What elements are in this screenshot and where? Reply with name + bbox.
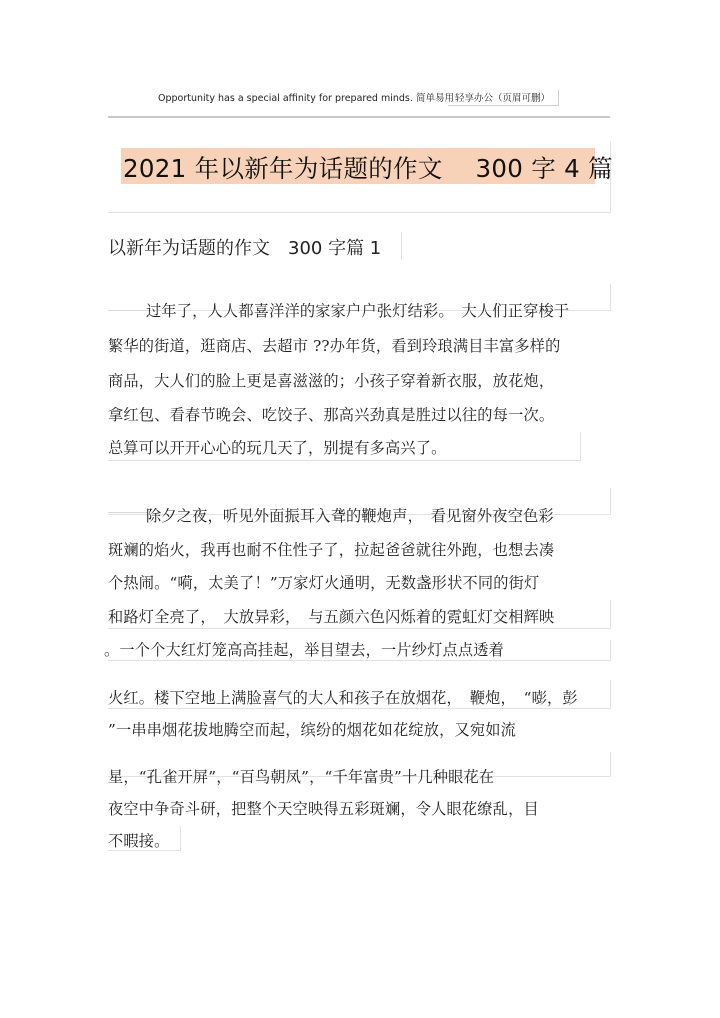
text-line: 星，“孔雀开屏”，“百鸟朝凤”，“千年富贵”十几种眼花在 (108, 768, 495, 786)
page-header (0, 90, 720, 108)
indent-rule (108, 512, 148, 513)
text-line: 。一个个大红灯笼高高挂起，举目望去，一片纱灯点点透着 (104, 641, 505, 659)
header-note: 轻享办公（页眉可删） (455, 93, 551, 104)
indent-rule (108, 310, 148, 311)
header-box (448, 90, 559, 106)
text-line: 和路灯全亮了， 大放异彩， 与五颜六色闪烁着的霓虹灯交相辉映 (108, 608, 555, 626)
text-line: 个热闹。“嗬，太美了！”万家灯火通明，无数盏形状不同的街灯 (108, 574, 540, 592)
header-motto: Opportunity has a special affinity for prepared minds. 简单易用 (158, 93, 454, 104)
text-line: 拿红包、看春节晚会、吃饺子、那高兴劲真是胜过以往的每一次。 (108, 406, 555, 424)
text-line: 不暇接。 (108, 832, 170, 850)
page-title: 2021 年以新年为话题的作文 300 字 4 篇 (123, 154, 613, 183)
text-line: 商品，大人们的脸上更是喜滋滋的；小孩子穿着新衣服，放花炮， (108, 372, 555, 390)
text-line: 繁华的街道，逛商店、去超市 ??办年货，看到玲琅满目丰富多样的 (108, 337, 561, 355)
text-line: 夜空中争奇斗研，把整个天空映得五彩斑斓，令人眼花缭乱，目 (108, 800, 539, 818)
section-title: 以新年为话题的作文 300 字篇 1 (108, 238, 382, 259)
title-block (108, 142, 611, 213)
text-line: 斑斓的焰火，我再也耐不住性子了，拉起爸爸就往外跑，也想去凑 (108, 541, 555, 559)
text-line: 除夕之夜，听见外面振耳入聋的鞭炮声， 看见窗外夜空色彩 (146, 507, 554, 525)
text-line: 过年了，人人都喜洋洋的家家户户张灯结彩。 大人们正穿梭于 (146, 302, 570, 320)
header-rule (108, 116, 610, 118)
text-line: 火红。楼下空地上满脸喜气的大人和孩子在放烟花， 鞭炮， “嘭，彭 (108, 689, 578, 707)
text-line: ”一串串烟花拔地腾空而起，缤纷的烟花如花绽放，又宛如流 (108, 721, 517, 739)
text-line: 总算可以开开心心的玩几天了，别提有多高兴了。 (108, 439, 447, 457)
